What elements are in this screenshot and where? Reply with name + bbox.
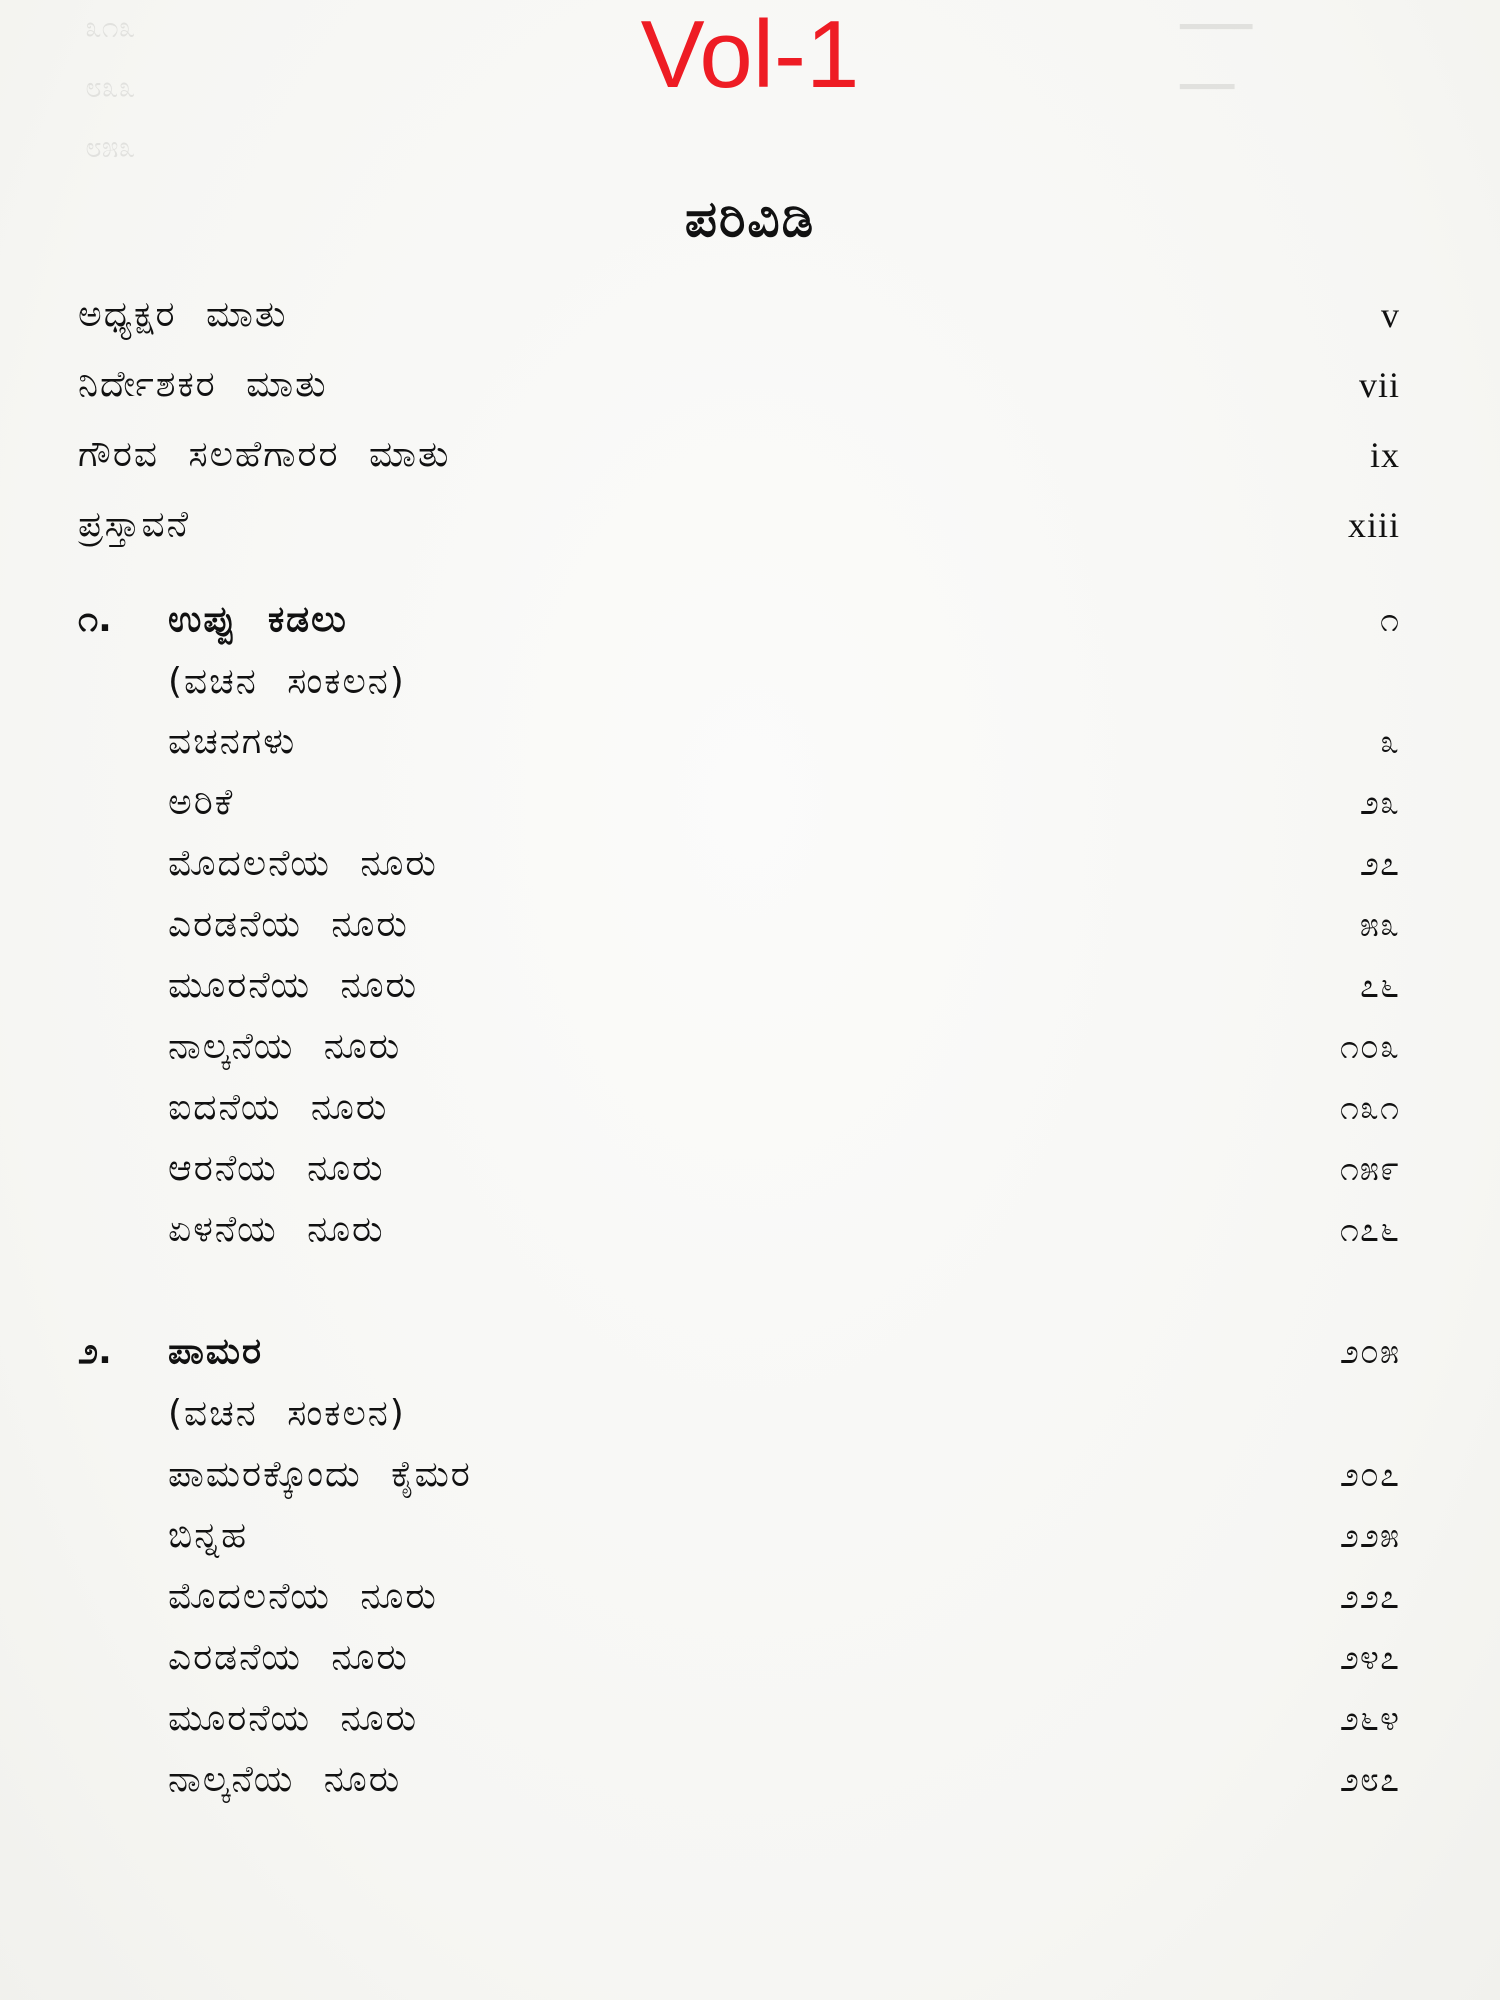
bleed-through-mark: ━━━━ [1180, 10, 1253, 45]
toc-entry[interactable] [0, 495, 1500, 555]
toc-subentry-title: ಐದನೆಯ ನೂರು [168, 1087, 389, 1128]
toc-subentry-page: ೨೪೭ [1339, 1638, 1400, 1678]
toc-subentry-title: ನಾಲ್ಕನೆಯ ನೂರು [168, 1026, 402, 1067]
bleed-through-mark: ೮೫೩ [85, 130, 136, 165]
toc-entry[interactable] [0, 425, 1500, 485]
section-heading-2[interactable] [0, 1322, 1500, 1382]
toc-subentry-title: ಮೊದಲನೆಯ ನೂರು [168, 843, 438, 884]
toc-subentry-title: ಪಾಮರಕ್ಕೊಂದು ಕೈಮರ [168, 1454, 472, 1495]
section-title: ಪಾಮರ [168, 1331, 264, 1372]
toc-entry[interactable] [0, 285, 1500, 345]
toc-subentry[interactable] [0, 1017, 1500, 1077]
toc-subentry[interactable] [0, 773, 1500, 833]
section-page: ೨೦೫ [1339, 1332, 1400, 1372]
toc-subentry-page: ೫೩ [1359, 905, 1400, 945]
toc-entry-title: ನಿರ್ದೇಶಕರ ಮಾತು [78, 364, 328, 405]
section-heading-1[interactable] [0, 590, 1500, 650]
toc-entry-title: ಗೌರವ ಸಲಹೆಗಾರರ ಮಾತು [78, 434, 451, 475]
toc-subentry-title: ಮೂರನೆಯ ನೂರು [168, 965, 419, 1006]
toc-subentry-page: ೧೭೬ [1339, 1210, 1400, 1250]
toc-entry-page: xiii [1347, 505, 1400, 545]
section-number: ೧. [78, 599, 112, 640]
section-subtitle-2 [0, 1384, 1500, 1444]
toc-subentry-title: ನಾಲ್ಕನೆಯ ನೂರು [168, 1759, 402, 1800]
toc-subentry-title: ಮೂರನೆಯ ನೂರು [168, 1698, 419, 1739]
section-subtitle: (ವಚನ ಸಂಕಲನ) [168, 661, 406, 702]
section-number: ೨. [78, 1331, 112, 1372]
toc-subentry-title: ವಚನಗಳು [168, 721, 297, 762]
toc-subentry[interactable] [0, 1567, 1500, 1627]
toc-subentry[interactable] [0, 1445, 1500, 1505]
toc-subentry[interactable] [0, 834, 1500, 894]
toc-subentry-page: ೭೬ [1359, 966, 1400, 1006]
toc-entry-title: ಪ್ರಸ್ತಾವನೆ [78, 504, 191, 545]
bleed-through-mark: ━━━ [1180, 70, 1235, 105]
toc-subentry[interactable] [0, 895, 1500, 955]
toc-subentry-page: ೨೮೭ [1339, 1760, 1400, 1800]
toc-subentry-title: ಎರಡನೆಯ ನೂರು [168, 1637, 409, 1678]
toc-entry-page: vii [1358, 365, 1400, 405]
bleed-through-mark: ೮೩೩ [85, 70, 136, 105]
toc-subentry-page: ೨೭ [1359, 844, 1400, 884]
toc-subentry[interactable] [0, 1689, 1500, 1749]
toc-subentry-title: ಆರನೆಯ ನೂರು [168, 1148, 385, 1189]
toc-subentry-title: ಎರಡನೆಯ ನೂರು [168, 904, 409, 945]
volume-label: Vol-1 [640, 1, 860, 108]
toc-entry-page: ix [1369, 435, 1400, 475]
section-page: ೧ [1379, 600, 1400, 640]
toc-entry-title: ಅಧ್ಯಕ್ಷರ ಮಾತು [78, 294, 288, 335]
toc-subentry[interactable] [0, 1078, 1500, 1138]
toc-subentry[interactable] [0, 956, 1500, 1016]
toc-subentry[interactable] [0, 1628, 1500, 1688]
section-subtitle: (ವಚನ ಸಂಕಲನ) [168, 1393, 406, 1434]
toc-subentry-page: ೧೦೩ [1339, 1027, 1400, 1067]
toc-subentry[interactable] [0, 1506, 1500, 1566]
section-subtitle-1 [0, 652, 1500, 712]
toc-subentry-page: ೨೨೫ [1339, 1516, 1400, 1556]
section-title: ಉಪ್ಪು ಕಡಲು [168, 599, 348, 640]
toc-entry-page: v [1381, 295, 1400, 335]
toc-subentry-page: ೩ [1379, 722, 1400, 762]
toc-subentry-page: ೨೦೭ [1339, 1455, 1400, 1495]
toc-subentry-title: ಬಿನ್ನಹ [168, 1515, 249, 1556]
toc-subentry[interactable] [0, 1750, 1500, 1810]
toc-entry[interactable] [0, 355, 1500, 415]
toc-subentry-title: ಮೊದಲನೆಯ ನೂರು [168, 1576, 438, 1617]
toc-subentry-page: ೨೨೭ [1339, 1577, 1400, 1617]
toc-subentry[interactable] [0, 712, 1500, 772]
toc-subentry-title: ಅರಿಕೆ [168, 782, 235, 823]
bleed-through-mark: ೩೧೩ [85, 10, 136, 45]
toc-subentry-page: ೧೫೯ [1339, 1149, 1400, 1189]
toc-subentry-page: ೨೩ [1359, 783, 1400, 823]
toc-subentry[interactable] [0, 1200, 1500, 1260]
toc-subentry-page: ೨೬೪ [1339, 1699, 1400, 1739]
toc-subentry-page: ೧೩೧ [1339, 1088, 1400, 1128]
toc-subentry-title: ಏಳನೆಯ ನೂರು [168, 1209, 385, 1250]
contents-heading: ಪರಿವಿಡಿ [684, 190, 816, 248]
toc-subentry[interactable] [0, 1139, 1500, 1199]
